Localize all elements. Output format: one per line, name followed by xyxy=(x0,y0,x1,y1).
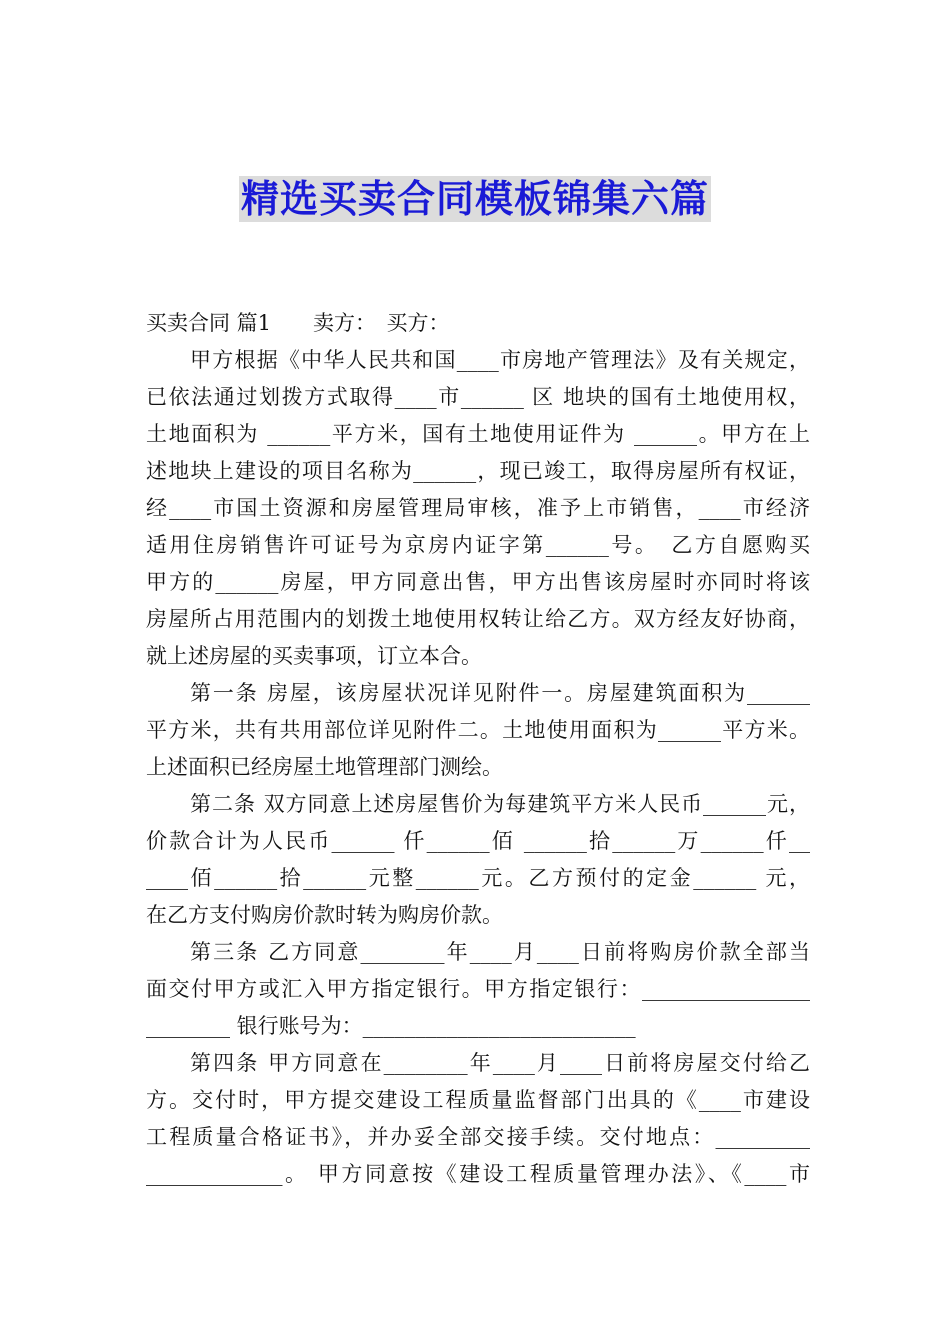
document-title: 精选买卖合同模板锦集六篇 xyxy=(240,177,709,221)
text-line: 方。交付时，甲方提交建设工程质量监督部门出具的《____市建设 xyxy=(146,1088,810,1112)
text-line: 第四条 甲方同意在________年____月____日前将房屋交付给乙 xyxy=(190,1051,810,1075)
text-line: 甲方的______房屋，甲方同意出售，甲方出售该房屋时亦同时将该 xyxy=(146,570,810,594)
text-line: 就上述房屋的买卖事项，订立本合。 xyxy=(146,644,482,668)
text-line: _____________。 甲方同意按《建设工程质量管理办法》、《____市 xyxy=(146,1162,810,1186)
text-line: 甲方根据《中华人民共和国____市房地产管理法》及有关规定， xyxy=(190,348,810,372)
document-body xyxy=(146,305,810,1193)
text-line: 适用住房销售许可证号为京房内证字第______号。 乙方自愿购买 xyxy=(146,533,810,557)
text-line: ________ 银行账号为：__________________________ xyxy=(146,1014,636,1038)
text-line: 买卖合同 篇1 卖方： 买方： xyxy=(146,311,450,335)
title-wrap xyxy=(0,176,950,222)
text-line: 第一条 房屋，该房屋状况详见附件一。房屋建筑面积为______ xyxy=(190,681,810,705)
text-line: 第三条 乙方同意________年____月____日前将购房价款全部当 xyxy=(190,940,810,964)
text-line: ____佰______拾______元整______元。乙方预付的定金______ 元， xyxy=(146,866,810,890)
text-line: 述地块上建设的项目名称为______，现已竣工，取得房屋所有权证， xyxy=(146,459,810,483)
text-line: 平方米，共有共用部位详见附件二。土地使用面积为______平方米。 xyxy=(146,718,810,742)
text-line: 价款合计为人民币______ 仟______佰 ______拾______万______仟__ xyxy=(146,829,810,853)
text-line: 房屋所占用范围内的划拨土地使用权转让给乙方。双方经友好协商， xyxy=(146,607,810,631)
text-line: 土地面积为 ______平方米，国有土地使用证件为 ______。甲方在上 xyxy=(146,422,810,446)
text-line: 经____市国土资源和房屋管理局审核，准予上市销售，____市经济 xyxy=(146,496,810,520)
text-line: 第二条 双方同意上述房屋售价为每建筑平方米人民币______元， xyxy=(190,792,810,816)
text-line: 已依法通过划拨方式取得____市______ 区 地块的国有土地使用权， xyxy=(146,385,810,409)
text-line: 在乙方支付购房价款时转为购房价款。 xyxy=(146,903,503,927)
text-line: 面交付甲方或汇入甲方指定银行。甲方指定银行：________________ xyxy=(146,977,810,1001)
text-line: 工程质量合格证书》，并办妥全部交接手续。交付地点：_________ xyxy=(146,1125,810,1149)
text-line: 上述面积已经房屋土地管理部门测绘。 xyxy=(146,755,503,779)
